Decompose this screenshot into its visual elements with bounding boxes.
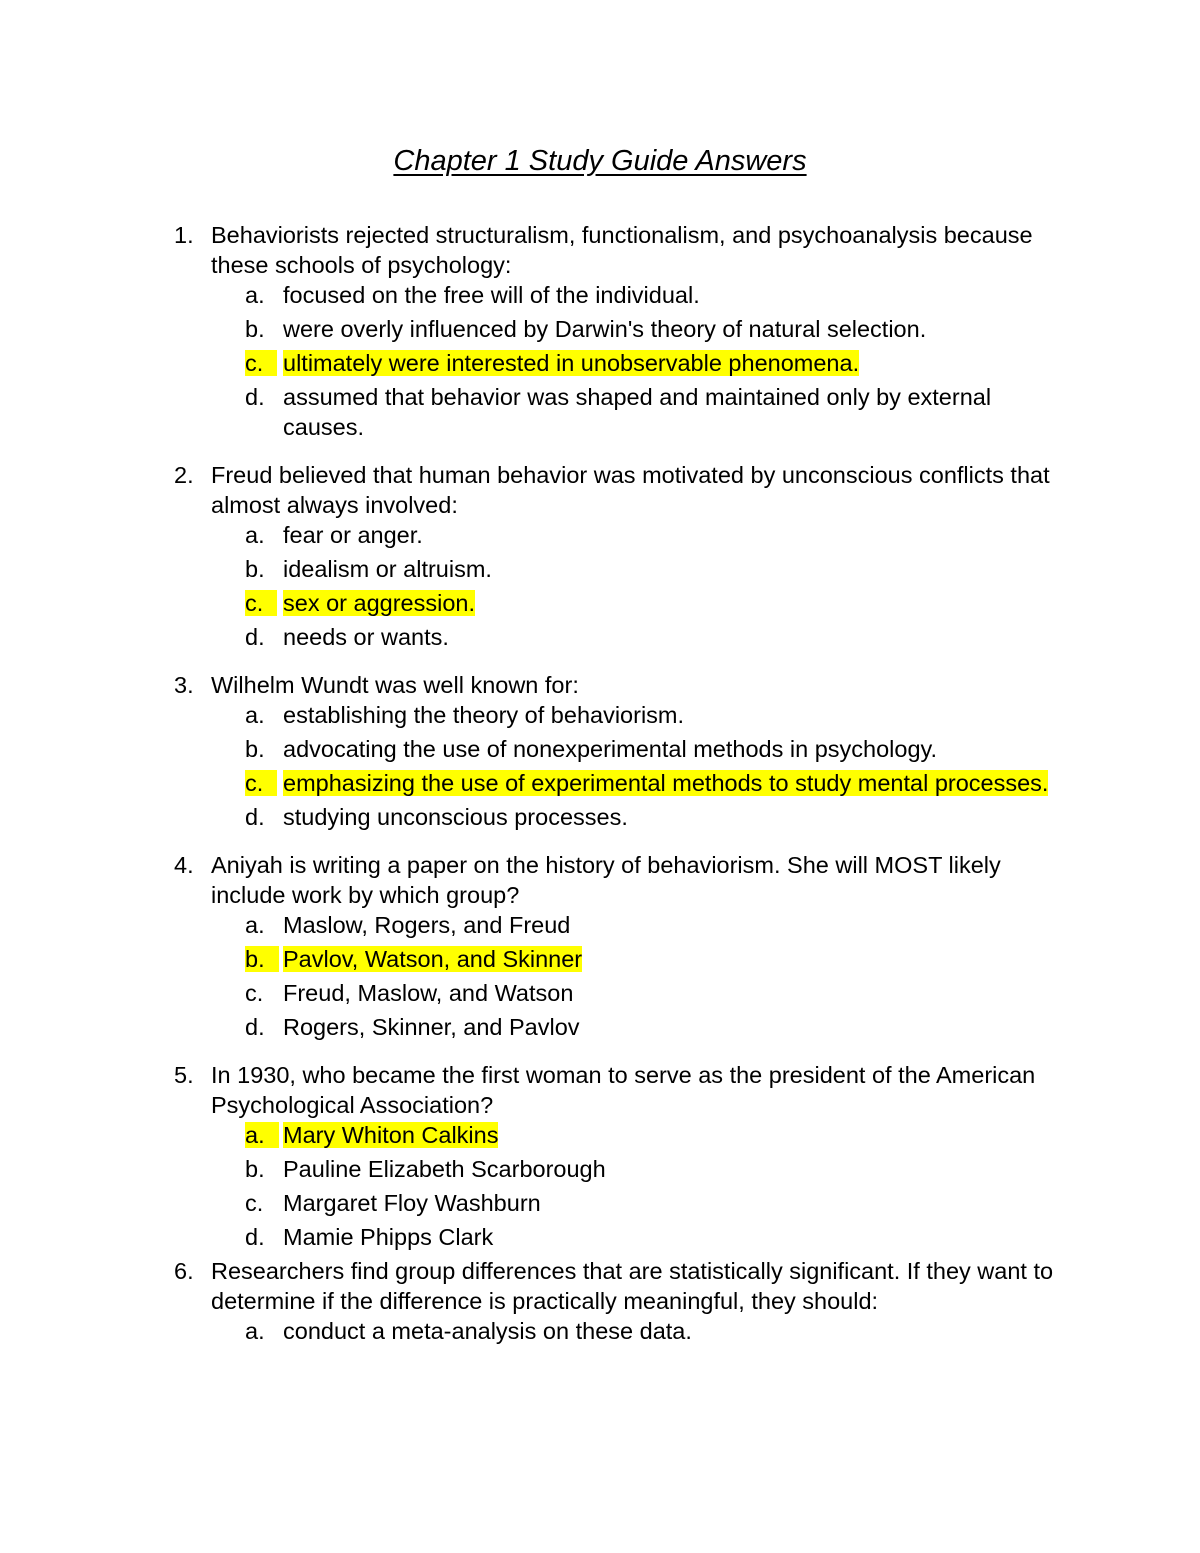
answer-option [0,734,1200,764]
option-letter-text: c. [245,980,264,1006]
option-letter [245,700,283,730]
answer-option [0,1012,1200,1042]
answer-options [0,1120,1200,1252]
option-letter [245,1188,283,1218]
question-number: 5. [174,1062,194,1088]
option-letter-text: b. [245,316,265,342]
question-number: 4. [174,852,194,878]
option-text: ultimately were interested in unobservable phenomena. [283,350,860,376]
answer-options [0,1316,1200,1346]
option-letter [245,348,283,378]
correct-answer-option [0,1120,1200,1150]
answer-option [0,1154,1200,1184]
answer-option [0,1316,1200,1346]
option-letter-text: a. [245,702,265,728]
option-letter-text: c. [245,350,277,376]
option-letter-text: b. [245,1156,265,1182]
option-letter-text: a. [245,282,265,308]
question-text: Behaviorists rejected structuralism, functionalism, and psychoanalysis because these schools of psychology: [211,222,1033,278]
option-letter [245,1012,283,1042]
question-item [0,1060,1200,1252]
question-item [0,220,1200,442]
option-letter [245,1120,283,1150]
option-letter-text: a. [245,912,265,938]
answer-option [0,622,1200,652]
question-item [0,460,1200,652]
option-text: Maslow, Rogers, and Freud [283,912,571,938]
option-letter-text: d. [245,1224,265,1250]
option-letter [245,554,283,584]
option-letter [245,768,283,798]
option-letter-text: d. [245,384,265,410]
option-letter [245,1222,283,1252]
option-letter [245,734,283,764]
answer-option [0,382,1200,442]
question-text: Freud believed that human behavior was motivated by unconscious conflicts that almost always involved: [211,462,1050,518]
answer-option [0,1222,1200,1252]
option-letter-text: b. [245,946,279,972]
option-text: Pavlov, Watson, and Skinner [283,946,583,972]
option-letter [245,944,283,974]
option-letter [245,588,283,618]
answer-option [0,280,1200,310]
answer-option [0,700,1200,730]
option-text: Pauline Elizabeth Scarborough [283,1156,606,1182]
option-text: Margaret Floy Washburn [283,1190,541,1216]
option-text: Freud, Maslow, and Watson [283,980,574,1006]
option-letter [245,314,283,344]
question-number: 1. [174,222,194,248]
question-text: Researchers find group differences that are statistically significant. If they want to determine if the difference is practically meaningful, they should: [211,1258,1054,1314]
option-text: assumed that behavior was shaped and maintained only by external causes. [283,384,992,440]
option-letter-text: b. [245,556,265,582]
option-letter [245,520,283,550]
option-text: sex or aggression. [283,590,476,616]
option-letter-text: d. [245,624,265,650]
answer-options [0,280,1200,442]
correct-answer-option [0,768,1200,798]
question-item [0,1256,1200,1346]
answer-options [0,910,1200,1042]
correct-answer-option [0,348,1200,378]
answer-option [0,910,1200,940]
option-text: Mary Whiton Calkins [283,1122,499,1148]
option-letter [245,802,283,832]
answer-option [0,520,1200,550]
option-letter-text: c. [245,770,277,796]
option-letter-text: a. [245,1318,265,1344]
option-text: Rogers, Skinner, and Pavlov [283,1014,580,1040]
question-text: Aniyah is writing a paper on the history of behaviorism. She will MOST likely include work by which group? [211,852,1001,908]
answer-option [0,1188,1200,1218]
page-title: Chapter 1 Study Guide Answers [393,145,807,177]
answer-option [0,554,1200,584]
answer-option [0,802,1200,832]
option-text: needs or wants. [283,624,449,650]
question-item [0,850,1200,1042]
option-letter [245,280,283,310]
question-text: Wilhelm Wundt was well known for: [211,672,579,698]
option-letter [245,1154,283,1184]
option-letter-text: d. [245,1014,265,1040]
option-text: studying unconscious processes. [283,804,628,830]
correct-answer-option [0,588,1200,618]
option-text: idealism or altruism. [283,556,492,582]
answer-options [0,700,1200,832]
answer-option [0,978,1200,1008]
option-letter [245,622,283,652]
option-text: were overly influenced by Darwin's theory of natural selection. [283,316,927,342]
option-letter-text: a. [245,1122,279,1148]
option-letter-text: b. [245,736,265,762]
question-text: In 1930, who became the first woman to serve as the president of the American Psychological Association? [211,1062,1036,1118]
option-letter-text: a. [245,522,265,548]
answer-option [0,314,1200,344]
question-number: 3. [174,672,194,698]
option-text: fear or anger. [283,522,423,548]
option-letter-text: c. [245,590,277,616]
option-text: Mamie Phipps Clark [283,1224,494,1250]
question-item [0,670,1200,832]
option-letter [245,910,283,940]
option-letter [245,382,283,412]
option-text: conduct a meta-analysis on these data. [283,1318,692,1344]
question-number: 2. [174,462,194,488]
option-text: establishing the theory of behaviorism. [283,702,685,728]
option-letter-text: d. [245,804,265,830]
correct-answer-option [0,944,1200,974]
option-text: emphasizing the use of experimental methods to study mental processes. [283,770,1049,796]
question-number: 6. [174,1258,194,1284]
option-letter-text: c. [245,1190,264,1216]
option-text: advocating the use of nonexperimental methods in psychology. [283,736,938,762]
question-list [0,220,1200,1346]
option-letter [245,978,283,1008]
option-text: focused on the free will of the individual. [283,282,700,308]
option-letter [245,1316,283,1346]
answer-options [0,520,1200,652]
